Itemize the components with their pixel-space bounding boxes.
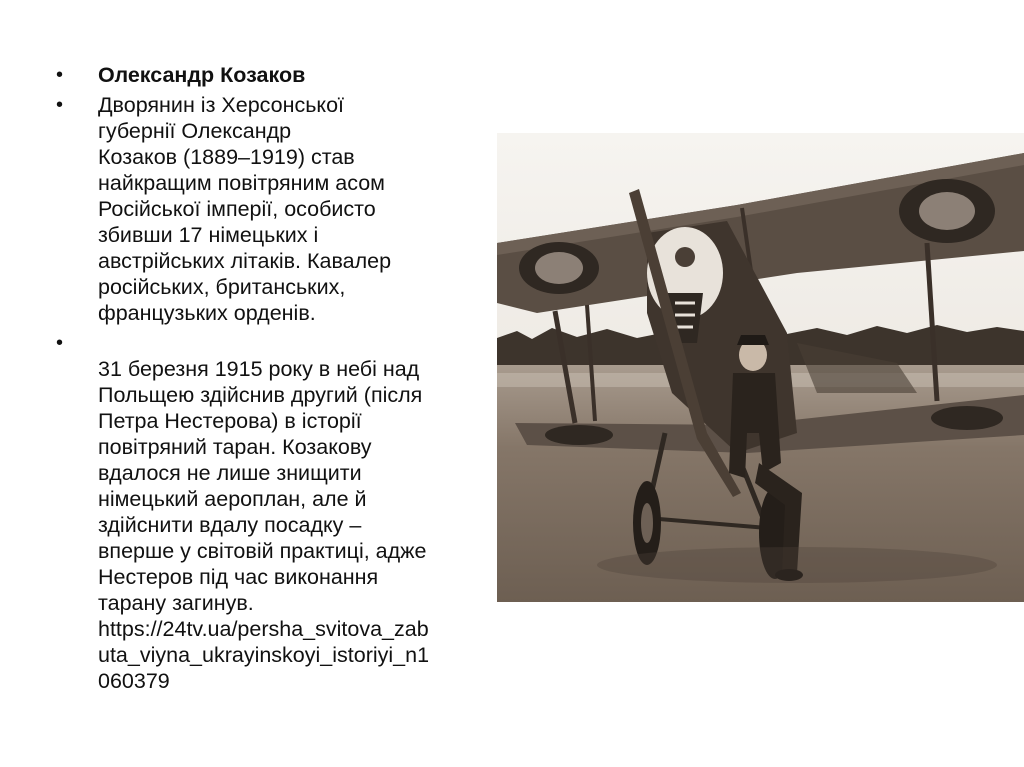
roundel-lower-right — [931, 406, 1003, 430]
pilot-cap — [737, 335, 769, 345]
bullet-item-title — [56, 62, 496, 88]
roundel-right-inner — [919, 192, 975, 230]
wheel-left-hub — [641, 503, 653, 543]
bullet-item-ramming — [56, 330, 496, 694]
bullet-text-ramming: 31 березня 1915 року в небі над Польщею здійснив другий (після Петра Нестерова) в історії повітряний таран. Козакову вдалося не лише знищити німецький аероплан, але й здійснити вдалу посадку – вперше у світовій практиці, адже Нестеров під час виконання тарану загинув. https://24tv.ua/persha_svitova_zab uta_viyna_ukrayinskoyi_istoriyi_n1 060379 — [98, 357, 430, 693]
bullet-icon: • — [56, 64, 64, 86]
roundel-lower-left — [545, 425, 613, 445]
biplane-photo — [497, 133, 1024, 602]
biplane-illustration — [497, 133, 1024, 602]
bullet-icon: • — [56, 94, 64, 116]
roundel-left-inner — [535, 252, 583, 284]
bullet-text-title: Олександр Козаков — [98, 63, 306, 87]
bullet-item-biography — [56, 92, 496, 326]
empty-line — [98, 330, 496, 356]
bullet-icon: • — [56, 332, 64, 354]
ground-shadow — [597, 547, 997, 583]
eagle-emblem — [675, 247, 695, 267]
bullet-list — [56, 62, 496, 698]
bullet-text-biography: Дворянин із Херсонської губернії Олександр Козаков (1889–1919) став найкращим повітряним асом Російської імперії, особисто збивши 17 німецьких і австрійських літаків. Кавалер російських, британських, французьких орденів. — [98, 93, 392, 325]
